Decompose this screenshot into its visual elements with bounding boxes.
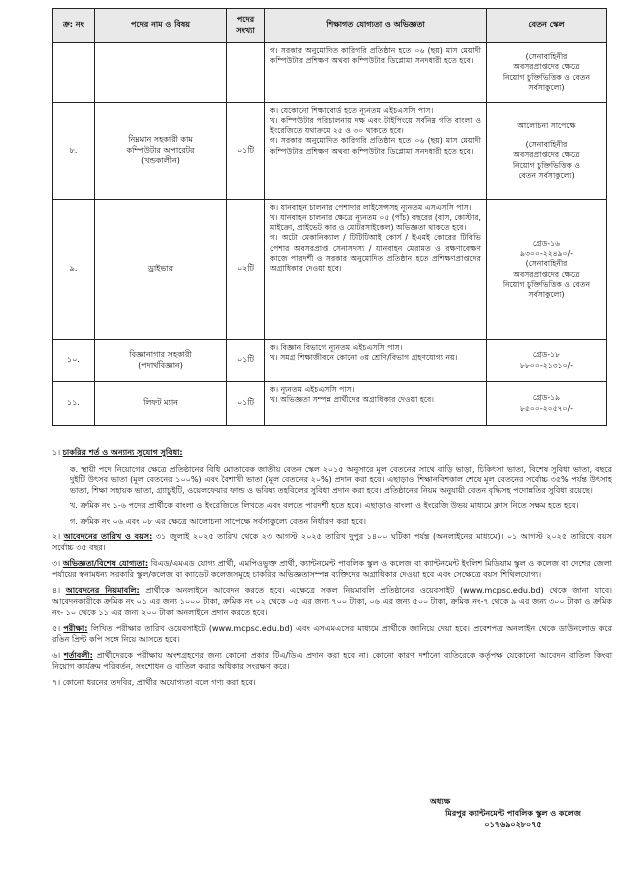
condition-number: ৫। (52, 624, 61, 634)
salary-cell (487, 200, 607, 340)
post-name: (পদার্থবিজ্ঞান) (138, 360, 183, 370)
salary-line: (সেনাবাহিনীর (525, 140, 568, 150)
condition-1-ka (52, 465, 612, 497)
contact-phone: ০১৭৬৯০২৮০৭৫ (484, 820, 542, 830)
post-name: ড্রাইভার (147, 264, 174, 274)
condition-7 (52, 678, 612, 689)
condition-5 (52, 624, 612, 645)
salary-line: গ্রেড-১৯ (532, 393, 561, 403)
salary-line: গ্রেড-১৮ (532, 350, 561, 360)
condition-heading: পরীক্ষা: (63, 624, 88, 634)
condition-text: বিএড/এমএড যোগ্য প্রার্থী, এমপিওভুক্ত প্রার্থী, ক্যান্টনমেন্ট পাবলিক স্কুল ও কলেজ বা ক্যান্টনমেন্ট ইংলিশ মিডিয়াম স্কুল ও কলেজ বা দেশের জেলা পর্যায়ের স্বনামধন্য সরকারি স্কুল/কলেজ বা ক্যাডেট কলেজসমূহে চাকরির অভিজ্ঞতাসম্পন্ন ব্যক্তিদের অগ্রাধিকার দেওয়া হবে এবং সেক্ষেত্রে বয়স শিথিলযোগ্য। (52, 559, 613, 579)
post-cell (95, 382, 227, 426)
qualification-line: ক। বিজ্ঞান বিভাগে ন্যূনতম এইচএসসি পাস। (270, 343, 403, 352)
condition-number: ২। (52, 532, 61, 542)
salary-line: (সেনাবাহিনীর (525, 259, 568, 269)
condition-text: ৩১ জুলাই ২০২৫ তারিখ থেকে ২৩ আগস্ট ২০২৫ তারিখ দুপুর ১৪০০ ঘটিকা পর্যন্ত (অনলাইনের মাধ্যমে)। ০১ আগস্ট ২০২৫ তারিখে বয়স সর্বোচ্চ ৩৫ বছর। (52, 532, 613, 552)
qualification-cell (265, 103, 487, 200)
condition-heading: অভিজ্ঞতা/বিশেষ যোগ্যতা: (62, 559, 149, 569)
post-name: কম্পিউটার অপারেটর (126, 145, 195, 155)
condition-heading: চাকরির শর্ত ও অন্যান্য সুযোগ সুবিধা: (62, 448, 183, 457)
signatory-title: অধ্যক্ষ (430, 797, 451, 806)
qualification-line: গ। অটো মেকানিক্যাল / টিটিটিআই কোর্স / ইএমই কোরের টিবিভি পেশার অবসরপ্রাপ্ত সেনাসদস্য / যানবাহন মেরামত ও রক্ষণাবেক্ষণ কাজে পারদর্শী ও সরকার অনুমোদিত প্রতিষ্ঠান হতে প্রশিক্ষণপ্রাপ্তদের অগ্রাধিকার দেওয়া হবে। (270, 233, 481, 273)
salary-line: বেতন সর্বসাকুল্যে) (518, 170, 575, 180)
qualification-line: খ। কম্পিউটার পরিচালনায় দক্ষ এবং টাইপিংয়ে সর্বনিম্ন গতি বাংলা ও ইংরেজিতে যথাক্রমে ২৫ ও ৩০ থাকতে হবে। (270, 116, 481, 136)
table-row (53, 200, 607, 340)
condition-number: ১। (52, 448, 61, 457)
salary-cell (487, 340, 607, 382)
condition-heading: আবেদনের নিয়মাবলি: (65, 586, 140, 596)
qualification-cell (265, 43, 487, 103)
serial-cell: ১১. (53, 382, 95, 426)
condition-3 (52, 559, 612, 580)
conditions-section (52, 448, 612, 695)
post-name: (খন্ডকালীন) (141, 156, 180, 166)
salary-line: ৯৩০০-২২৪৯০/- (519, 249, 574, 259)
condition-number: ৪। (52, 586, 61, 596)
qualification-line: গ। সরকার অনুমোদিত কারিগরি প্রতিষ্ঠান হতে ০৬ (ছয়) মাস মেয়াদী কম্পিউটার প্রশিক্ষণ অথবা কম্পিউটার ডিপ্লোমা সনদধারী হতে হবে। (270, 46, 481, 66)
serial-cell (53, 43, 95, 103)
count-cell: ০১টি (227, 382, 265, 426)
salary-line: নিয়োগ চুক্তিভিত্তিক ও বেতন (502, 279, 591, 289)
post-cell (95, 43, 227, 103)
count-cell: ০১টি (227, 340, 265, 382)
condition-text: খ. ক্রমিক নং ১-৬ পদের প্রার্থীকে বাংলা ও ইংরেজিতে লিখতে এবং বলতে পারদর্শী হতে হবে। এছাড়াও বাংলা ও ইংরেজি উভয় মাধ্যমে ক্লাস নিতে সক্ষম হতে হবে। (70, 501, 579, 511)
col-header-qualification: শিক্ষাগত যোগ্যতা ও অভিজ্ঞতা (265, 9, 487, 43)
salary-line: (সেনাবাহিনীর (525, 52, 568, 62)
count-cell: ০২টি (227, 200, 265, 340)
col-header-salary: বেতন স্কেল (487, 9, 607, 43)
condition-2 (52, 532, 612, 553)
qualification-line: খ। অভিজ্ঞতা সম্পন্ন প্রার্থীদের অগ্রাধিকার দেওয়া হবে। (270, 395, 434, 405)
serial-cell: ৮. (53, 103, 95, 200)
salary-line: সর্বসাকুল্যে) (528, 82, 565, 92)
condition-1 (52, 448, 612, 459)
condition-1-ga (52, 517, 612, 528)
qualification-cell (265, 340, 487, 382)
qualification-line: ক। যানবাহন চালনার পেশাদার লাইসেন্সসহ ন্যূনতম এসএসসি পাস। (270, 203, 472, 212)
table-row (53, 103, 607, 200)
table-header-row (53, 9, 607, 43)
salary-line: অবসরপ্রাপ্তদের ক্ষেত্রে (513, 150, 580, 160)
qualification-line: খ। যানবাহন চালনার ক্ষেত্রে ন্যূনতম ০৫ (পাঁচ) বছরের (বাস, কোস্টার, মাইক্রো, প্রাইভেট কার ও মোটরসাইকেল) অভিজ্ঞতা থাকতে হবে। (270, 213, 481, 233)
qualification-line: ক। ন্যূনতম এইচএসসি পাস। (270, 385, 355, 394)
serial-cell: ৯. (53, 200, 95, 340)
condition-heading: শর্তাবলী: (63, 651, 93, 661)
condition-heading: আবেদনের তারিখ ও বয়স: (63, 532, 153, 542)
post-cell (95, 200, 227, 340)
post-cell (95, 103, 227, 200)
condition-text: গ. ক্রমিক নং ০৬ এবং ০৮ এর ক্ষেত্রে আলোচনা সাপেক্ষে সর্বসাকুল্যে বেতন নির্ধারণ করা হবে। (70, 516, 366, 526)
salary-line: ৮৫০০-২০৫৭০/- (519, 403, 574, 413)
salary-line: ৮৮০০-২১৩১০/- (519, 360, 574, 370)
serial-cell: ১০. (53, 340, 95, 382)
condition-number: ৭। (52, 678, 61, 688)
salary-line: নিয়োগ চুক্তিভিত্তিক ও বেতন (502, 72, 591, 82)
col-header-serial: ক্র: নং (53, 9, 95, 43)
salary-cell (487, 382, 607, 426)
salary-line: সর্বসাকুল্যে) (528, 289, 565, 299)
table-row (53, 43, 607, 103)
qualification-line: গ। সরকার অনুমোদিত কারিগরি প্রতিষ্ঠান হতে ০৬ (ছয়) মাস মেয়াদী কম্পিউটার প্রশিক্ষণ অথবা কম্পিউটার ডিপ্লোমা সনদধারী হতে হবে। (270, 136, 481, 156)
post-name: নিম্নমান সহকারী কাম (128, 135, 193, 145)
condition-number: ৬। (52, 651, 61, 661)
qualification-cell (265, 200, 487, 340)
condition-text-bold: প্রতিষ্ঠানের নিয়ম অনুযায়ী বেতন বৃদ্ধিসহ পদোন্নতির সুবিধা রয়েছে। (383, 485, 593, 495)
condition-1-kha (52, 501, 612, 512)
signature-block (418, 796, 608, 831)
col-header-count: পদের সংখ্যা (227, 9, 265, 43)
post-name: বিজ্ঞানাগার সহকারী (129, 349, 192, 359)
salary-cell (487, 43, 607, 103)
salary-line: নিয়োগ চুক্তিভিত্তিক ও (512, 160, 581, 170)
condition-text: প্রার্থীদেরকে পরীক্ষায় অংশগ্রহণের জন্য কোনো প্রকার টিএ/ডিএ প্রদান করা হবে না। কোনো কারণ দর্শানো ব্যতিরেকে কর্তৃপক্ষ যেকোনো আবেদন বাতিল কিংবা নিয়োগ কার্যক্রম পরিবর্তন, সংশোধন ও বাতিল করার অধিকার সংরক্ষণ করে। (52, 651, 613, 671)
count-cell: ০১টি (227, 103, 265, 200)
salary-line (490, 131, 603, 140)
condition-text: ক. স্থায়ী পদে নিয়োগের ক্ষেত্রে প্রতিষ্ঠানের বিধি মোতাবেক জাতীয় বেতন স্কেল ২০১৫ অনুসারে মূল বেতনের সাথে বাড়ি ভাড়া, চিকিৎসা ভাতা, বিশেষ সুবিধা ভাতা, বছরে দুইটি উৎসব ভাতা (মূল বেতনের ১০০%) এবং বৈশাখী ভাতা (মূল বেতনের ২০%) প্রদান করা হবে। এছাড়াও শিক্ষানবিশকাল শেষে মূল বেতনের সর্বোচ্চ ৩৫% পর্যন্ত উৎসাহ ভাতা, শিক্ষা সহায়ক ভাতা, গ্র্যাচুইটি, ওয়েলফেয়ার ফান্ড ও ভবিষ্য তহবিলের সুবিধা প্রদান করা হবে। (70, 464, 612, 495)
condition-text: কোনো ধরনের তদবির, প্রার্থীর অযোগ্যতা বলে গণ্য করা হবে। (62, 678, 256, 688)
institution-name: মিরপুর ক্যান্টনমেন্ট পাবলিক স্কুল ও কলেজ (445, 808, 581, 818)
salary-line: গ্রেড-১৬ (532, 239, 561, 249)
post-name: লিফট ম্যান (143, 398, 178, 408)
qualification-cell (265, 382, 487, 426)
salary-line: অবসরপ্রাপ্তদের ক্ষেত্রে (513, 62, 580, 72)
salary-cell (487, 103, 607, 200)
count-cell (227, 43, 265, 103)
post-cell (95, 340, 227, 382)
condition-number: ৩। (52, 559, 61, 569)
job-positions-table (52, 8, 607, 426)
salary-line: আলোচনা সাপেক্ষে (517, 121, 576, 131)
table-row (53, 340, 607, 382)
condition-6 (52, 651, 612, 672)
qualification-line: খ। সমগ্র শিক্ষাজীবনে কোনো ৩য় শ্রেণি/বিভাগ গ্রহণযোগ্য নয়। (270, 353, 458, 363)
table-row (53, 382, 607, 426)
condition-text: লিখিত পরীক্ষার তারিখ ওয়েবসাইটে (www.mcpsc.edu.bd) এবং এসএমএসের মাধ্যমে প্রার্থীকে জানিয়ে দেয়া হবে। প্রবেশপত্র অনলাইন থেকে ডাউনলোড করে রঙিন প্রিন্ট কপি সঙ্গে নিয়ে আসতে হবে। (52, 624, 612, 644)
qualification-line: ক। যেকোনো শিক্ষাবোর্ড হতে ন্যূনতম এইচএসসি পাস। (270, 106, 434, 115)
salary-line: অবসরপ্রাপ্তদের ক্ষেত্রে (513, 269, 580, 279)
condition-text: প্রার্থীকে অনলাইনে আবেদন করতে হবে। এক্ষেত্রে সকল নিয়মাবলি প্রতিষ্ঠানের ওয়েবসাইট (www.mcpsc.edu.bd) থেকে জানা যাবে। আবেদনকারীকে ক্রমিক নং ০১ এর জন্য ১০০০ টাকা, ক্রমিক নং ০২ থেকে ০৫ এর জন্য ৭০০ টাকা, ০৬ এর জন্য ৫০০ টাকা, ক্রমিক নং-৭ থেকে ৯ এর জন্য ৩০০ টাকা ও ক্রমিক নং- ১০ থেকে ১১ এর জন্য ২০০ টাকা অনলাইনে প্রদান করতে হবে। (52, 586, 613, 617)
col-header-post: পদের নাম ও বিষয় (95, 9, 227, 43)
condition-4 (52, 586, 612, 618)
